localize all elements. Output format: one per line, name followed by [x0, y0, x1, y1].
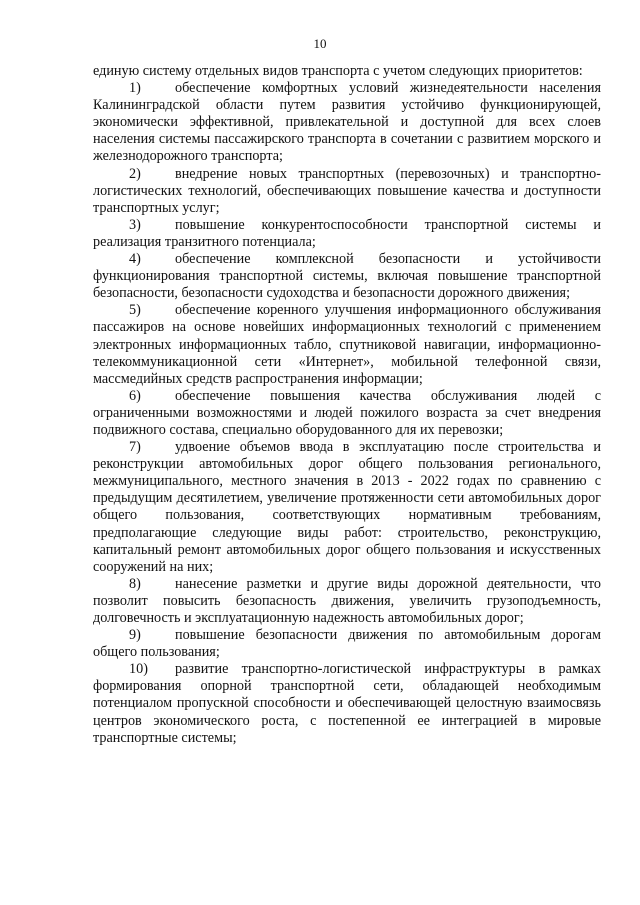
list-item	[93, 80, 601, 165]
list-item-number: 5)	[129, 302, 141, 319]
list-item	[93, 217, 601, 251]
list-item-text: внедрение новых транспортных (перевозочных) и транспортно-логистических технологий, обеспечивающих повышение качества и доступности транспортных услуг;	[93, 165, 601, 216]
list-item-text: повышение конкурентоспособности транспортной системы и реализация транзитного потенциала;	[93, 216, 601, 250]
list-item-number: 1)	[129, 80, 141, 97]
list-item-number: 10)	[129, 661, 148, 678]
list-item-text: нанесение разметки и другие виды дорожной деятельности, что позволит повысить безопасность движения, увеличить грузоподъемность, долговечность и эксплуатационную надежность автомобильных дорог;	[93, 575, 601, 626]
list-item	[93, 439, 601, 576]
list-item	[93, 576, 601, 627]
list-item-number: 7)	[129, 439, 141, 456]
list-item	[93, 302, 601, 387]
page-number: 10	[313, 36, 327, 51]
document-body	[93, 63, 601, 747]
intro-paragraph: единую систему отдельных видов транспорта с учетом следующих приоритетов:	[93, 63, 583, 79]
list-item-text: удвоение объемов ввода в эксплуатацию после строительства и реконструкции автомобильных дорог общего пользования регионального, межмуниципального, местного значения в 2013 - 2022 годах по сравнению с предыдущим десятилетием, увеличение протяженности сети автомобильных дорог общего пользования, соответствующих нормативным требованиям, предполагающие следующие виды работ: строительство, реконструкцию, капитальный ремонт автомобильных дорог общего пользования и искусственных сооружений на них;	[93, 439, 601, 575]
list-item-number: 3)	[129, 216, 141, 233]
list-item-number: 6)	[129, 387, 141, 404]
list-item	[93, 166, 601, 217]
list-item-number: 4)	[129, 251, 141, 268]
list-item	[93, 388, 601, 439]
list-item-text: обеспечение повышения качества обслуживания людей с ограниченными возможностями и людей пожилого возраста за счет внедрения подвижного состава, специально оборудованного для их перевозки;	[93, 387, 601, 438]
list-item-text: обеспечение комплексной безопасности и устойчивости функционирования транспортной системы, включая повышение транспортной безопасности, безопасности судоходства и безопасности дорожного движения;	[93, 251, 601, 302]
list-item	[93, 661, 601, 746]
list-item-number: 9)	[129, 627, 141, 644]
list-item	[93, 627, 601, 661]
list-item-text: обеспечение коренного улучшения информационного обслуживания пассажиров на основе новейших информационных технологий с применением электронных информационных табло, спутниковой навигации, информационно-телекоммуникационной сети «Интернет», мобильной телефонной связи, массмедийных средств распространения информации;	[93, 302, 601, 387]
list-item	[93, 251, 601, 302]
list-item-text: повышение безопасности движения по автомобильным дорогам общего пользования;	[93, 627, 601, 661]
list-item-text: обеспечение комфортных условий жизнедеятельности населения Калининградской области путем развития устойчиво функционирующей, экономически эффективной, привлекательной и доступной для всех слоев населения системы пассажирского транспорта в сочетании с развитием морского и железнодорожного транспорта;	[93, 80, 601, 165]
list-item-text: развитие транспортно-логистической инфраструктуры в рамках формирования опорной транспортной сети, обладающей необходимым потенциалом пропускной способности и обеспечивающей целостную взаимосвязь центров экономического роста, с постепенной ее интеграцией в мировые транспортные системы;	[93, 661, 601, 746]
list-item-number: 2)	[129, 165, 141, 182]
list-item-number: 8)	[129, 575, 141, 592]
